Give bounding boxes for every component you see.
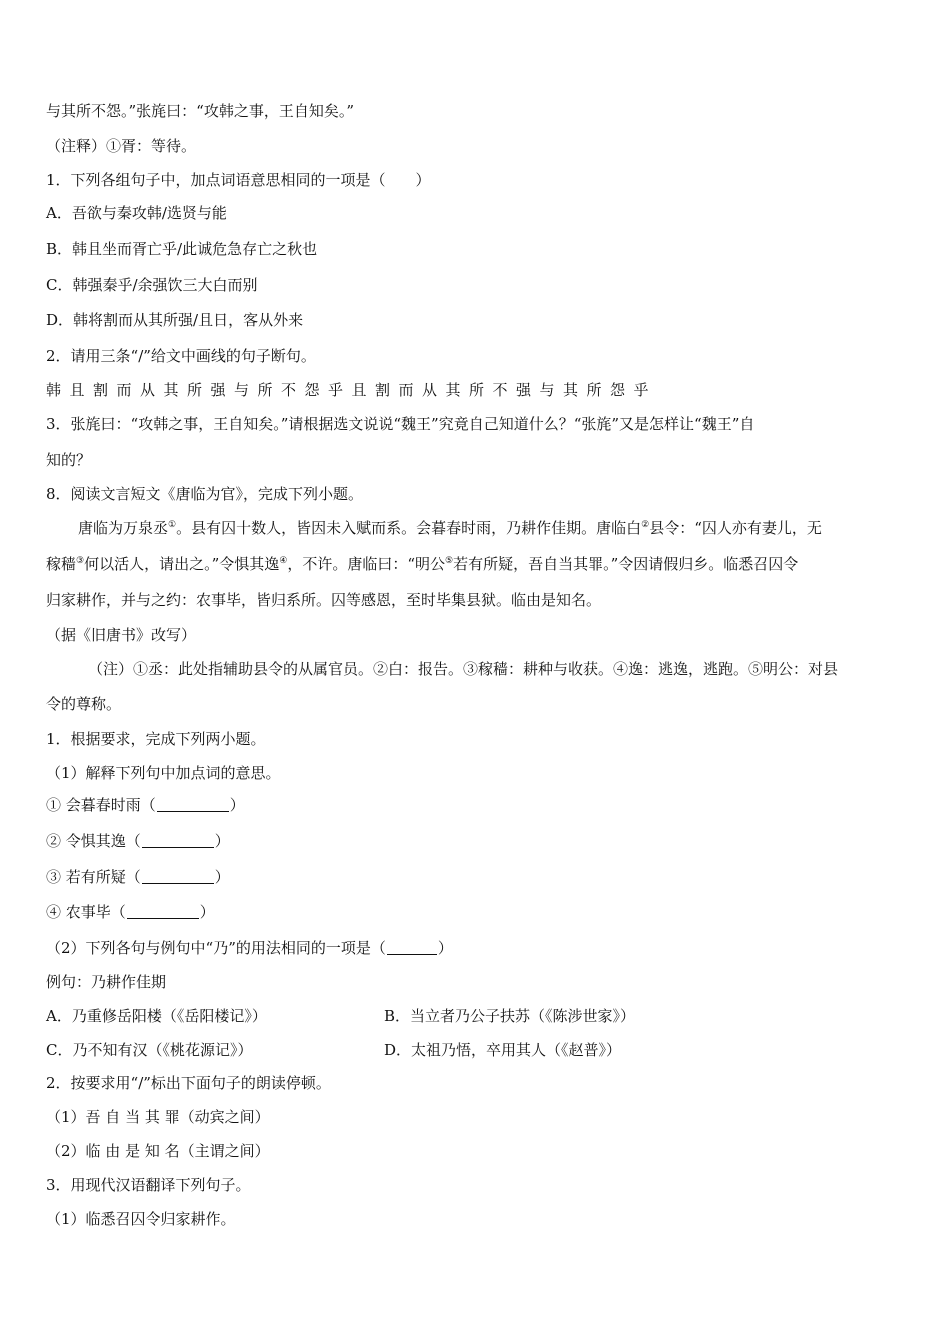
source-note: （据《旧唐书》改写）: [46, 626, 197, 644]
answer-blank[interactable]: [387, 940, 437, 955]
option-b: B．韩且坐而胥亡乎/此诚危急存亡之秋也: [46, 240, 318, 258]
blank-item-1: ① 会暮春时雨（ ）: [46, 796, 245, 814]
sub-question-3-1: （1）临悉召囚令归家耕作。: [46, 1210, 236, 1228]
notes-line-2: 令的尊称。: [46, 695, 122, 713]
option-c: C．乃不知有汉（《桃花源记》）: [46, 1041, 253, 1059]
question-1-stem: 1．下列各组句子中，加点词语意思相同的一项是（ ）: [46, 171, 431, 189]
question-2-sentence: 韩且割而从其所强与所不怨乎且割而从其所不强与其所怨乎: [46, 381, 658, 399]
sub-question-2: 2．按要求用“/”标出下面句子的朗读停顿。: [46, 1074, 331, 1092]
annotation: （注释）①胥：等待。: [46, 137, 197, 155]
passage-line-1: 唐临为万泉丞①。县有囚十数人，皆因未入赋而系。会暮春时雨，乃耕作佳期。唐临白②县令：“囚人亦有妻儿，无: [78, 519, 822, 537]
example-sentence: 例句：乃耕作佳期: [46, 973, 167, 991]
sub-question-2-1: （1）吾 自 当 其 罪（动宾之间）: [46, 1108, 270, 1126]
blank-item-3: ③ 若有所疑（ ）: [46, 868, 230, 886]
notes-line-1: （注）①丞：此处指辅助县令的从属官员。②白：报告。③稼穑：耕种与收获。④逸：逃逸，逃跑。⑤明公：对县: [88, 660, 839, 678]
answer-blank[interactable]: [142, 869, 214, 884]
section-8-heading: 8．阅读文言短文《唐临为官》，完成下列小题。: [46, 485, 364, 503]
question-3-line-2: 知的？: [46, 451, 92, 469]
passage-last-line: 与其所不怨。”张旄曰：“攻韩之事，王自知矣。”: [46, 102, 355, 120]
options-row-2: [46, 1040, 926, 1060]
option-c: C．韩强秦乎/余强饮三大白而别: [46, 276, 258, 294]
answer-blank[interactable]: [157, 797, 229, 812]
option-d: D．太祖乃悟，卒用其人（《赵普》）: [384, 1041, 622, 1059]
question-3-line-1: 3．张旄曰：“攻韩之事，王自知矣。”请根据选文说说“魏王”究竟自己知道什么？“张旄”又是怎样让“魏王”自: [46, 415, 755, 433]
blank-item-2: ② 令惧其逸（ ）: [46, 832, 230, 850]
option-a: A．乃重修岳阳楼（《岳阳楼记》）: [46, 1007, 267, 1025]
passage-line-3: 归家耕作，并与之约：农事毕，皆归系所。囚等感恩，至时毕集县狱。临由是知名。: [46, 591, 602, 609]
blank-item-4: ④ 农事毕（ ）: [46, 903, 215, 921]
question-2-stem: 2．请用三条“/”给文中画线的句子断句。: [46, 347, 316, 365]
option-b: B．当立者乃公子扶苏（《陈涉世家》）: [384, 1007, 636, 1025]
options-row-1: [46, 1006, 926, 1026]
answer-blank[interactable]: [127, 904, 199, 919]
answer-blank[interactable]: [142, 833, 214, 848]
sub-question-1-2: （2）下列各句与例句中“乃”的用法相同的一项是（ ）: [46, 939, 453, 957]
sub-question-1: 1．根据要求，完成下列两小题。: [46, 730, 266, 748]
sub-question-1-1: （1）解释下列句中加点词的意思。: [46, 764, 281, 782]
option-a: A．吾欲与秦攻韩/选贤与能: [46, 204, 227, 222]
option-d: D．韩将割而从其所强/且日，客从外来: [46, 311, 304, 329]
passage-line-2: 稼穑③何以活人，请出之。”令惧其逸④，不许。唐临曰：“明公⑤若有所疑，吾自当其罪。”令因请假归乡。临悉召囚令: [46, 555, 799, 573]
sub-question-2-2: （2）临 由 是 知 名（主谓之间）: [46, 1142, 270, 1160]
sub-question-3: 3．用现代汉语翻译下列句子。: [46, 1176, 251, 1194]
